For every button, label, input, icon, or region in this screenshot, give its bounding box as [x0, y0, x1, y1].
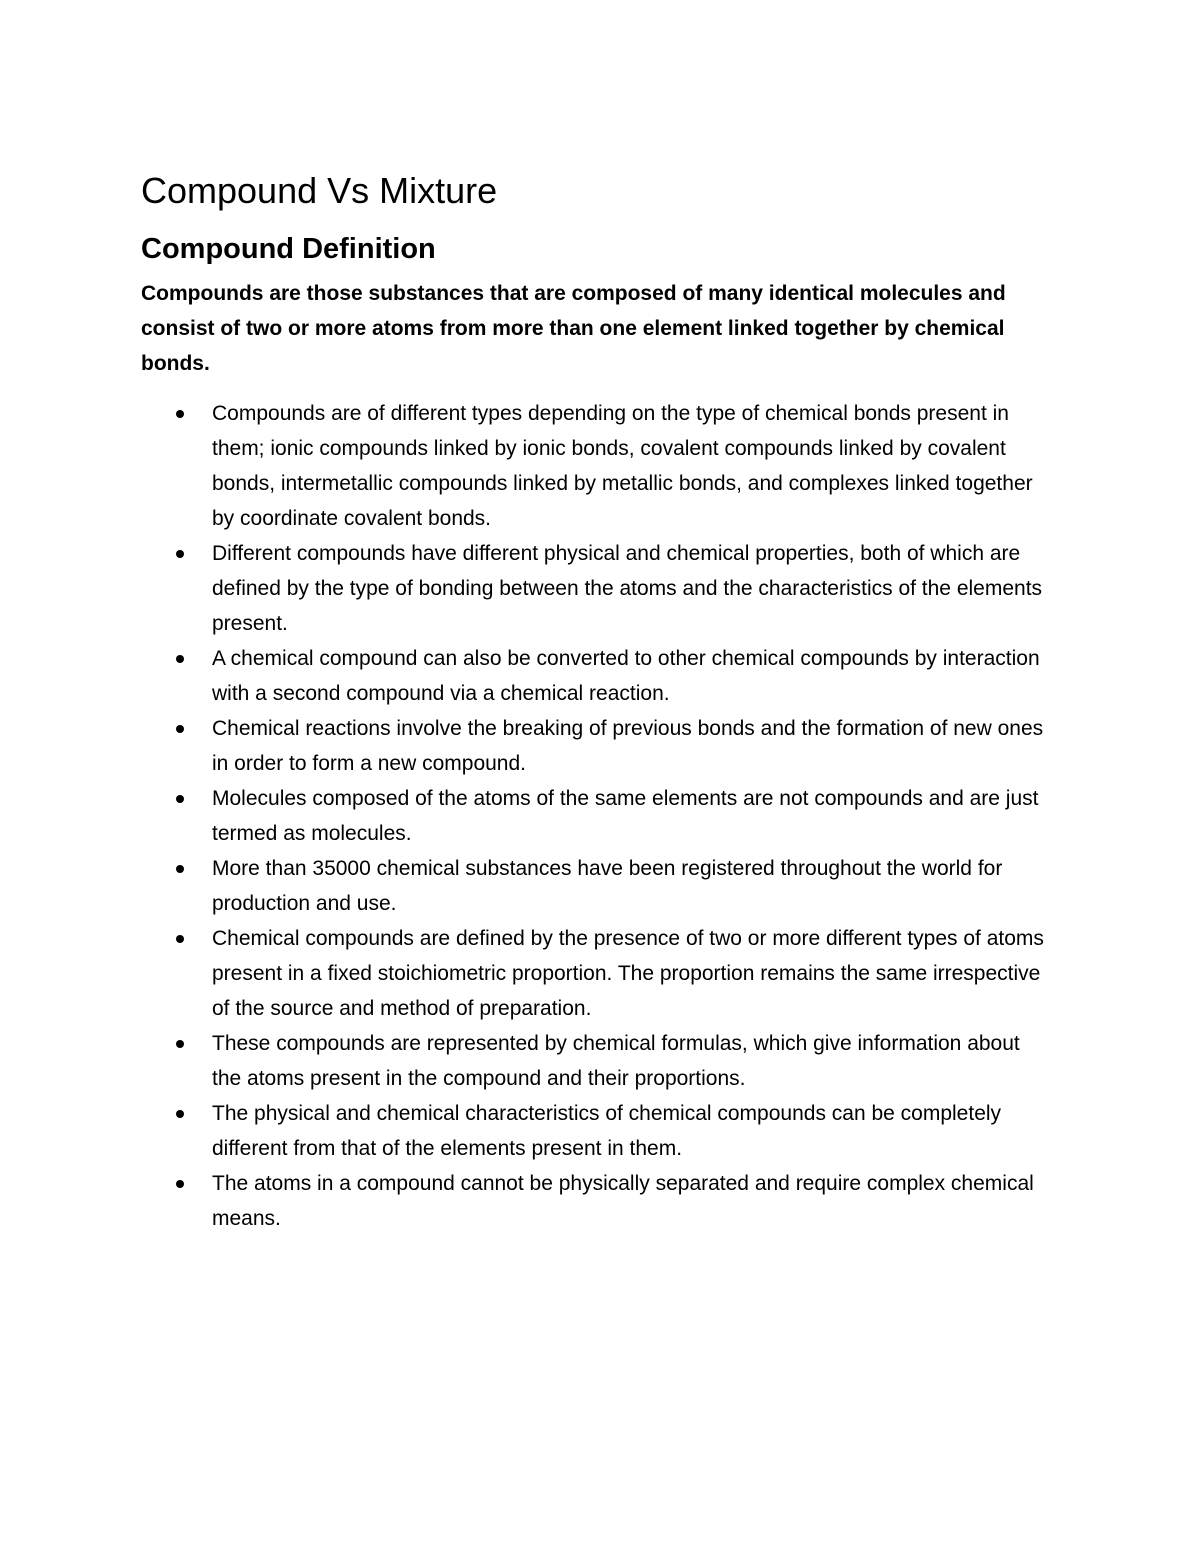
list-item-text: Chemical compounds are defined by the presence of two or more different types of atoms present in a fixed stoichiometric proportion. The proportion remains the same irrespective of the source and method of preparation. [212, 927, 1044, 1020]
list-item [141, 1166, 1053, 1236]
list-item [141, 711, 1053, 781]
bullet-icon [176, 935, 184, 943]
bullet-icon [176, 795, 184, 803]
list-item-text: A chemical compound can also be converted to other chemical compounds by interaction with a second compound via a chemical reaction. [212, 647, 1040, 705]
document-title: Compound Vs Mixture [141, 170, 498, 211]
list-item [141, 1026, 1053, 1096]
list-item [141, 851, 1053, 921]
bullet-icon [176, 550, 184, 558]
list-item-text: Chemical reactions involve the breaking of previous bonds and the formation of new ones in order to form a new compound. [212, 717, 1044, 775]
bullet-list [141, 396, 1061, 1236]
list-item [141, 1096, 1053, 1166]
bullet-icon [176, 1180, 184, 1188]
list-item [141, 536, 1053, 641]
list-item-text: Different compounds have different physical and chemical properties, both of which are defined by the type of bonding between the atoms and the characteristics of the elements present. [212, 542, 1043, 635]
bullet-icon [176, 865, 184, 873]
bullet-icon [176, 410, 184, 418]
bullet-icon [176, 1110, 184, 1118]
list-item [141, 641, 1053, 711]
bullet-icon [176, 655, 184, 663]
bullet-icon [176, 1040, 184, 1048]
section-heading: Compound Definition [141, 233, 436, 265]
list-item [141, 396, 1053, 536]
list-item-text: Molecules composed of the atoms of the same elements are not compounds and are just termed as molecules. [212, 787, 1039, 845]
definition-paragraph: Compounds are those substances that are composed of many identical molecules and consist of two or more atoms from more than one element linked together by chemical bonds. [141, 282, 1006, 375]
list-item-text: More than 35000 chemical substances have been registered throughout the world for production and use. [212, 857, 1003, 915]
list-item-text: The physical and chemical characteristics of chemical compounds can be completely different from that of the elements present in them. [212, 1102, 1002, 1160]
list-item-text: Compounds are of different types depending on the type of chemical bonds present in them; ionic compounds linked by ionic bonds, covalent compounds linked by covalent bonds, intermetallic compounds linked by metallic bonds, and complexes linked together by coordinate covalent bonds. [212, 402, 1033, 530]
list-item [141, 921, 1053, 1026]
list-item-text: The atoms in a compound cannot be physically separated and require complex chemical means. [212, 1172, 1034, 1230]
list-item-text: These compounds are represented by chemical formulas, which give information about the atoms present in the compound and their proportions. [212, 1032, 1020, 1090]
document-body [141, 166, 1061, 1236]
bullet-icon [176, 725, 184, 733]
list-item [141, 781, 1053, 851]
